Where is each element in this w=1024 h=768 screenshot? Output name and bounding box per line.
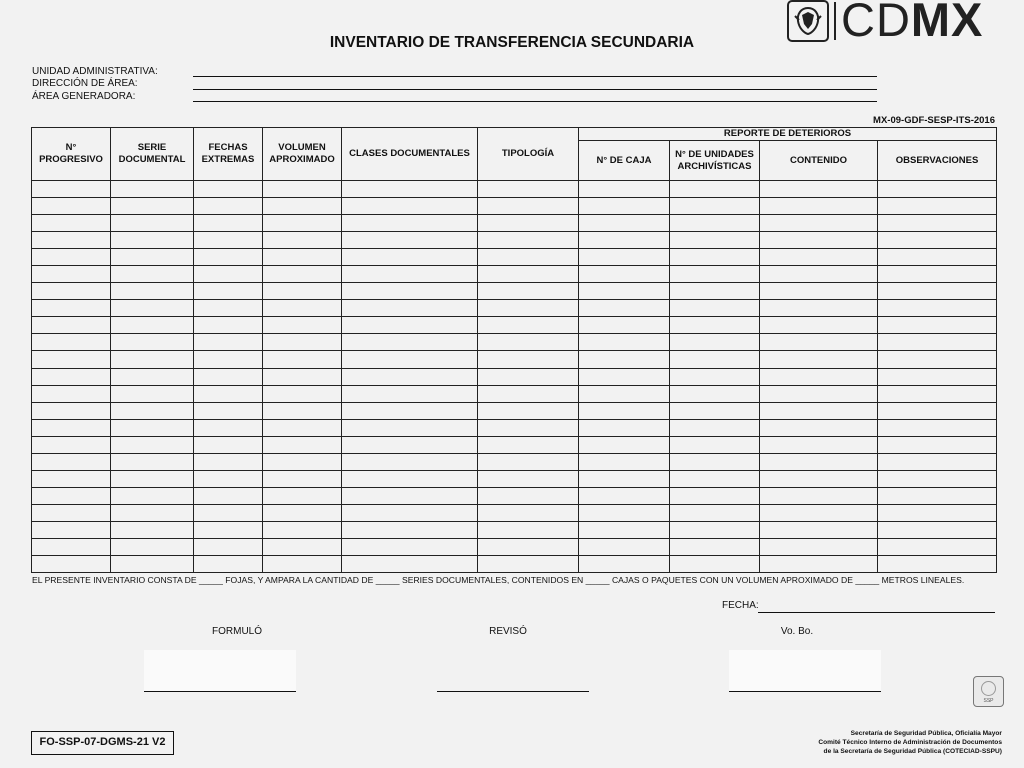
table-cell[interactable] — [878, 556, 997, 573]
table-cell[interactable] — [478, 266, 579, 283]
table-cell[interactable] — [194, 215, 263, 232]
table-cell[interactable] — [111, 266, 194, 283]
table-cell[interactable] — [579, 436, 670, 453]
table-cell[interactable] — [760, 266, 878, 283]
table-cell[interactable] — [263, 487, 342, 504]
table-row — [32, 300, 997, 317]
table-row — [32, 368, 997, 385]
table-cell[interactable] — [263, 504, 342, 521]
table-cell[interactable] — [670, 317, 760, 334]
table-cell[interactable] — [478, 504, 579, 521]
table-cell[interactable] — [878, 215, 997, 232]
table-cell[interactable] — [342, 215, 478, 232]
table-cell[interactable] — [111, 504, 194, 521]
table-row — [32, 181, 997, 198]
header-progresivo: N° PROGRESIVO — [32, 128, 111, 181]
table-cell[interactable] — [760, 249, 878, 266]
inventory-note: EL PRESENTE INVENTARIO CONSTA DE _____ FOJAS, Y AMPARA LA CANTIDAD DE _____ SERIES DOCUMENTALES, CONTENIDOS EN _____ CAJAS O PAQUETES CON UN VOLUMEN APROXIMADO DE _____ METROS LINEALES. — [32, 575, 965, 585]
table-cell[interactable] — [263, 385, 342, 402]
table-row — [32, 351, 997, 368]
signature-box-formulo[interactable] — [144, 650, 296, 692]
table-cell[interactable] — [342, 419, 478, 436]
page-title: INVENTARIO DE TRANSFERENCIA SECUNDARIA — [329, 34, 695, 51]
inventory-table-body — [32, 181, 997, 573]
table-cell[interactable] — [111, 351, 194, 368]
table-cell[interactable] — [579, 487, 670, 504]
table-cell[interactable] — [670, 266, 760, 283]
table-cell[interactable] — [670, 351, 760, 368]
table-cell[interactable] — [670, 300, 760, 317]
table-cell[interactable] — [670, 453, 760, 470]
table-row — [32, 249, 997, 266]
table-cell[interactable] — [478, 436, 579, 453]
table-cell[interactable] — [342, 538, 478, 555]
table-cell[interactable] — [194, 249, 263, 266]
table-cell[interactable] — [111, 249, 194, 266]
table-cell[interactable] — [670, 334, 760, 351]
table-cell[interactable] — [760, 198, 878, 215]
table-cell[interactable] — [878, 538, 997, 555]
table-cell[interactable] — [263, 368, 342, 385]
table-cell[interactable] — [478, 368, 579, 385]
table-cell[interactable] — [670, 470, 760, 487]
table-cell[interactable] — [342, 283, 478, 300]
table-cell[interactable] — [878, 368, 997, 385]
table-cell[interactable] — [478, 385, 579, 402]
table-cell[interactable] — [878, 232, 997, 249]
table-cell[interactable] — [670, 402, 760, 419]
table-cell[interactable] — [342, 487, 478, 504]
header-tipologia: TIPOLOGÍA — [478, 128, 579, 181]
table-cell[interactable] — [670, 232, 760, 249]
table-cell[interactable] — [760, 521, 878, 538]
table-cell[interactable] — [878, 334, 997, 351]
table-cell[interactable] — [263, 419, 342, 436]
table-cell[interactable] — [579, 198, 670, 215]
table-cell[interactable] — [111, 419, 194, 436]
table-cell[interactable] — [478, 351, 579, 368]
signature-label-reviso: REVISÓ — [489, 626, 527, 637]
table-cell[interactable] — [194, 232, 263, 249]
table-cell[interactable] — [579, 215, 670, 232]
table-cell[interactable] — [478, 249, 579, 266]
table-cell[interactable] — [263, 402, 342, 419]
table-row — [32, 453, 997, 470]
table-cell[interactable] — [194, 436, 263, 453]
table-cell[interactable] — [194, 521, 263, 538]
table-row — [32, 556, 997, 573]
table-cell[interactable] — [32, 402, 111, 419]
table-cell[interactable] — [194, 351, 263, 368]
table-cell[interactable] — [194, 556, 263, 573]
table-cell[interactable] — [579, 538, 670, 555]
table-cell[interactable] — [263, 266, 342, 283]
table-cell[interactable] — [579, 385, 670, 402]
table-cell[interactable] — [760, 215, 878, 232]
table-cell[interactable] — [760, 283, 878, 300]
inventory-table — [31, 127, 997, 573]
table-cell[interactable] — [263, 232, 342, 249]
table-cell[interactable] — [194, 283, 263, 300]
field-line-unidad[interactable] — [193, 76, 877, 77]
signature-box-vobo[interactable] — [729, 650, 881, 692]
table-cell[interactable] — [342, 470, 478, 487]
table-cell[interactable] — [32, 436, 111, 453]
table-cell[interactable] — [878, 453, 997, 470]
field-label-direccion: DIRECCIÓN DE ÁREA: — [32, 78, 138, 89]
table-cell[interactable] — [342, 266, 478, 283]
header-reporte-deterioros: REPORTE DE DETERIOROS — [579, 128, 997, 141]
signature-label-formulo: FORMULÓ — [212, 626, 262, 637]
table-cell[interactable] — [263, 521, 342, 538]
table-cell[interactable] — [342, 300, 478, 317]
table-cell[interactable] — [760, 487, 878, 504]
field-line-direccion[interactable] — [193, 89, 877, 90]
table-cell[interactable] — [194, 504, 263, 521]
table-row — [32, 487, 997, 504]
table-cell[interactable] — [342, 351, 478, 368]
table-row — [32, 266, 997, 283]
table-cell[interactable] — [478, 215, 579, 232]
table-cell[interactable] — [32, 317, 111, 334]
header-caja: N° DE CAJA — [579, 141, 670, 181]
footer-institution — [818, 729, 1002, 756]
table-cell[interactable] — [263, 538, 342, 555]
table-cell[interactable] — [579, 334, 670, 351]
table-cell[interactable] — [263, 181, 342, 198]
logo-text: CDMX — [841, 0, 984, 46]
table-cell[interactable] — [342, 453, 478, 470]
table-cell[interactable] — [760, 436, 878, 453]
table-row — [32, 385, 997, 402]
table-cell[interactable] — [478, 521, 579, 538]
field-label-unidad: UNIDAD ADMINISTRATIVA: — [32, 66, 158, 77]
table-cell[interactable] — [670, 385, 760, 402]
table-cell[interactable] — [194, 470, 263, 487]
table-cell[interactable] — [32, 538, 111, 555]
table-cell[interactable] — [670, 198, 760, 215]
table-cell[interactable] — [111, 453, 194, 470]
table-cell[interactable] — [878, 266, 997, 283]
table-cell[interactable] — [342, 556, 478, 573]
table-cell[interactable] — [32, 232, 111, 249]
table-cell[interactable] — [32, 266, 111, 283]
table-cell[interactable] — [478, 402, 579, 419]
footer-line: de la Secretaría de Seguridad Pública (COTECIAD-SSPU) — [823, 748, 1002, 755]
form-code-box: FO-SSP-07-DGMS-21 V2 — [31, 731, 174, 755]
table-cell[interactable] — [194, 198, 263, 215]
table-cell[interactable] — [760, 351, 878, 368]
table-cell[interactable] — [111, 283, 194, 300]
table-cell[interactable] — [579, 300, 670, 317]
table-cell[interactable] — [878, 317, 997, 334]
table-cell[interactable] — [111, 232, 194, 249]
table-cell[interactable] — [478, 419, 579, 436]
field-line-area[interactable] — [193, 101, 877, 102]
table-cell[interactable] — [263, 453, 342, 470]
header-serie-documental: SERIE DOCUMENTAL — [111, 128, 194, 181]
table-row — [32, 215, 997, 232]
table-cell[interactable] — [263, 470, 342, 487]
table-cell[interactable] — [478, 538, 579, 555]
table-cell[interactable] — [760, 181, 878, 198]
table-cell[interactable] — [263, 317, 342, 334]
table-cell[interactable] — [670, 283, 760, 300]
table-cell[interactable] — [478, 300, 579, 317]
ssp-seal-icon — [973, 676, 1004, 707]
table-cell[interactable] — [194, 402, 263, 419]
table-cell[interactable] — [194, 538, 263, 555]
table-cell[interactable] — [478, 487, 579, 504]
table-cell[interactable] — [478, 317, 579, 334]
table-cell[interactable] — [194, 181, 263, 198]
table-cell[interactable] — [32, 419, 111, 436]
table-cell[interactable] — [878, 351, 997, 368]
header-observaciones: OBSERVACIONES — [878, 141, 997, 181]
table-cell[interactable] — [760, 538, 878, 555]
table-cell[interactable] — [760, 232, 878, 249]
table-cell[interactable] — [878, 436, 997, 453]
table-cell[interactable] — [760, 385, 878, 402]
table-cell[interactable] — [32, 504, 111, 521]
header-volumen-aproximado: VOLUMEN APROXIMADO — [263, 128, 342, 181]
header-unidades-archivisticas: N° DE UNIDADES ARCHIVÍSTICAS — [670, 141, 760, 181]
table-cell[interactable] — [579, 521, 670, 538]
table-row — [32, 402, 997, 419]
table-cell[interactable] — [111, 436, 194, 453]
table-cell[interactable] — [342, 317, 478, 334]
table-cell[interactable] — [478, 470, 579, 487]
table-cell[interactable] — [878, 198, 997, 215]
table-cell[interactable] — [111, 521, 194, 538]
table-cell[interactable] — [32, 300, 111, 317]
table-cell[interactable] — [263, 215, 342, 232]
table-cell[interactable] — [878, 181, 997, 198]
table-cell[interactable] — [670, 419, 760, 436]
table-cell[interactable] — [670, 436, 760, 453]
table-cell[interactable] — [478, 283, 579, 300]
table-row — [32, 334, 997, 351]
table-cell[interactable] — [342, 249, 478, 266]
seal-text: SSP — [983, 698, 994, 704]
table-cell[interactable] — [878, 470, 997, 487]
table-cell[interactable] — [111, 368, 194, 385]
table-cell[interactable] — [760, 504, 878, 521]
table-cell[interactable] — [342, 181, 478, 198]
table-cell[interactable] — [579, 351, 670, 368]
signature-box-reviso[interactable] — [437, 650, 589, 692]
table-cell[interactable] — [579, 249, 670, 266]
table-cell[interactable] — [478, 232, 579, 249]
table-cell[interactable] — [32, 351, 111, 368]
table-cell[interactable] — [194, 334, 263, 351]
footer-line: Comité Técnico Interno de Administración de Documentos — [818, 739, 1002, 746]
table-row — [32, 504, 997, 521]
table-cell[interactable] — [32, 368, 111, 385]
table-cell[interactable] — [111, 334, 194, 351]
table-row — [32, 470, 997, 487]
table-cell[interactable] — [194, 266, 263, 283]
table-cell[interactable] — [579, 419, 670, 436]
table-cell[interactable] — [194, 419, 263, 436]
table-cell[interactable] — [111, 317, 194, 334]
table-cell[interactable] — [32, 385, 111, 402]
table-cell[interactable] — [111, 470, 194, 487]
table-cell[interactable] — [878, 504, 997, 521]
table-cell[interactable] — [263, 300, 342, 317]
table-cell[interactable] — [878, 249, 997, 266]
table-cell[interactable] — [111, 402, 194, 419]
table-cell[interactable] — [579, 283, 670, 300]
table-cell[interactable] — [342, 521, 478, 538]
table-cell[interactable] — [32, 556, 111, 573]
table-cell[interactable] — [263, 334, 342, 351]
table-cell[interactable] — [32, 198, 111, 215]
table-cell[interactable] — [32, 334, 111, 351]
fecha-line[interactable] — [758, 612, 995, 613]
table-cell[interactable] — [579, 232, 670, 249]
table-row — [32, 521, 997, 538]
table-cell[interactable] — [342, 198, 478, 215]
table-cell[interactable] — [670, 249, 760, 266]
table-cell[interactable] — [670, 521, 760, 538]
table-cell[interactable] — [194, 368, 263, 385]
table-cell[interactable] — [670, 487, 760, 504]
table-cell[interactable] — [342, 402, 478, 419]
table-cell[interactable] — [760, 402, 878, 419]
table-cell[interactable] — [478, 556, 579, 573]
table-cell[interactable] — [878, 385, 997, 402]
table-cell[interactable] — [878, 283, 997, 300]
table-cell[interactable] — [760, 419, 878, 436]
table-cell[interactable] — [263, 351, 342, 368]
table-cell[interactable] — [478, 453, 579, 470]
table-cell[interactable] — [342, 368, 478, 385]
table-cell[interactable] — [579, 470, 670, 487]
table-cell[interactable] — [263, 198, 342, 215]
table-cell[interactable] — [478, 181, 579, 198]
table-cell[interactable] — [579, 368, 670, 385]
table-cell[interactable] — [111, 198, 194, 215]
table-cell[interactable] — [878, 521, 997, 538]
table-cell[interactable] — [32, 283, 111, 300]
table-cell[interactable] — [32, 215, 111, 232]
table-cell[interactable] — [478, 334, 579, 351]
table-cell[interactable] — [760, 453, 878, 470]
table-cell[interactable] — [878, 419, 997, 436]
footer-line: Secretaría de Seguridad Pública, Oficialía Mayor — [850, 730, 1002, 737]
table-row — [32, 419, 997, 436]
field-label-area: ÁREA GENERADORA: — [32, 91, 136, 102]
table-cell[interactable] — [342, 385, 478, 402]
table-cell[interactable] — [111, 215, 194, 232]
header-clases-documentales: CLASES DOCUMENTALES — [342, 128, 478, 181]
table-cell[interactable] — [111, 385, 194, 402]
table-cell[interactable] — [760, 556, 878, 573]
table-cell[interactable] — [263, 556, 342, 573]
table-cell[interactable] — [670, 368, 760, 385]
table-cell[interactable] — [342, 436, 478, 453]
table-cell[interactable] — [111, 556, 194, 573]
table-cell[interactable] — [194, 453, 263, 470]
table-cell[interactable] — [579, 504, 670, 521]
table-cell[interactable] — [670, 556, 760, 573]
header-fechas-extremas: FECHAS EXTREMAS — [194, 128, 263, 181]
table-cell[interactable] — [760, 470, 878, 487]
fecha-label: FECHA: — [722, 600, 759, 611]
table-cell[interactable] — [579, 402, 670, 419]
table-cell[interactable] — [194, 385, 263, 402]
seal-emblem-icon — [981, 681, 996, 696]
table-cell[interactable] — [760, 317, 878, 334]
table-cell[interactable] — [760, 300, 878, 317]
table-row — [32, 538, 997, 555]
table-cell[interactable] — [670, 538, 760, 555]
table-cell[interactable] — [579, 266, 670, 283]
table-cell[interactable] — [32, 453, 111, 470]
table-cell[interactable] — [878, 300, 997, 317]
table-cell[interactable] — [478, 198, 579, 215]
table-cell[interactable] — [579, 317, 670, 334]
table-row — [32, 198, 997, 215]
table-cell[interactable] — [579, 556, 670, 573]
table-cell[interactable] — [760, 334, 878, 351]
header-contenido: CONTENIDO — [760, 141, 878, 181]
table-cell[interactable] — [263, 283, 342, 300]
table-cell[interactable] — [579, 181, 670, 198]
table-cell[interactable] — [111, 181, 194, 198]
table-cell[interactable] — [263, 249, 342, 266]
table-row — [32, 436, 997, 453]
table-cell[interactable] — [670, 181, 760, 198]
table-cell[interactable] — [194, 300, 263, 317]
table-cell[interactable] — [194, 317, 263, 334]
table-cell[interactable] — [342, 232, 478, 249]
table-cell[interactable] — [111, 487, 194, 504]
table-row — [32, 283, 997, 300]
table-cell[interactable] — [32, 521, 111, 538]
table-cell[interactable] — [32, 181, 111, 198]
table-cell[interactable] — [342, 504, 478, 521]
table-cell[interactable] — [194, 487, 263, 504]
table-cell[interactable] — [32, 470, 111, 487]
table-row — [32, 232, 997, 249]
table-cell[interactable] — [342, 334, 478, 351]
table-row — [32, 317, 997, 334]
table-cell[interactable] — [32, 487, 111, 504]
table-cell[interactable] — [878, 487, 997, 504]
table-cell[interactable] — [878, 402, 997, 419]
table-cell[interactable] — [760, 368, 878, 385]
table-cell[interactable] — [111, 300, 194, 317]
table-cell[interactable] — [32, 249, 111, 266]
signature-label-vobo: Vo. Bo. — [780, 626, 814, 637]
table-cell[interactable] — [670, 504, 760, 521]
document-code: MX-09-GDF-SESP-ITS-2016 — [873, 115, 995, 126]
table-cell[interactable] — [263, 436, 342, 453]
table-cell[interactable] — [579, 453, 670, 470]
table-cell[interactable] — [670, 215, 760, 232]
table-cell[interactable] — [111, 538, 194, 555]
